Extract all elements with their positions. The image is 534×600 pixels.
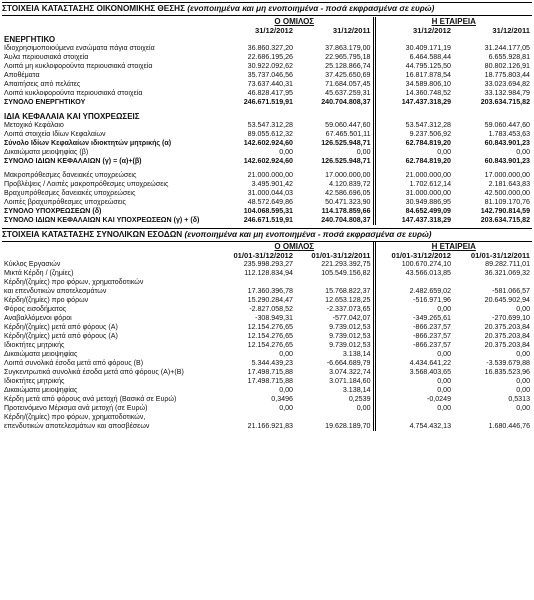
row-label: Αναβαλλόμενοι φόροι bbox=[4, 314, 72, 322]
row-value-4: 20.375.203,84 bbox=[484, 332, 531, 340]
row-value-2: -6.664.689,79 bbox=[326, 359, 371, 367]
period-header: 31/12/2011 bbox=[332, 26, 371, 35]
row-value-1: 5.344.439,23 bbox=[251, 359, 293, 367]
row-value-2: 45.637.259,31 bbox=[325, 89, 371, 97]
row-value-2: 4.120.839,72 bbox=[329, 180, 371, 188]
income-row bbox=[2, 278, 532, 287]
asset-row bbox=[2, 80, 532, 89]
row-label: Δικαιώματα μειοψηφίας bbox=[4, 350, 78, 358]
row-label: Λοιπά μη κυκλοφορούντα περιουσιακά στοιχεία bbox=[4, 62, 153, 70]
income-statement-title bbox=[2, 228, 532, 242]
row-value-2: 59.060.447,60 bbox=[325, 121, 371, 129]
row-value-2: 114.178.859,66 bbox=[321, 207, 371, 215]
liability-row bbox=[2, 198, 532, 207]
period-header: 01/01-31/12/2011 bbox=[311, 251, 371, 260]
balance-sheet-table bbox=[2, 17, 532, 225]
group-header-row bbox=[2, 17, 532, 26]
row-label: ΕΝΕΡΓΗΤΙΚΟ bbox=[4, 35, 56, 44]
income-row bbox=[2, 377, 532, 386]
row-value-3: 84.652.499,09 bbox=[374, 207, 453, 216]
equity-row bbox=[2, 121, 532, 130]
date-header-row bbox=[2, 26, 532, 35]
row-value-3: 43.566.013,85 bbox=[374, 269, 453, 278]
row-value-4 bbox=[453, 112, 532, 121]
row-label: Κέρδη/(ζημίες) μετά από φόρους (Α) bbox=[4, 332, 118, 340]
row-value-1: 22.686.195,26 bbox=[247, 53, 293, 61]
row-value-1: 12.154.276,65 bbox=[247, 323, 293, 331]
balance-sheet-title bbox=[2, 2, 532, 16]
row-value-3: 21.000.000,00 bbox=[374, 171, 453, 180]
row-value-2: -577.042,07 bbox=[332, 314, 371, 322]
row-label: Λοιπές βραχυπρόθεσμες υποχρεώσεις bbox=[4, 198, 126, 206]
period-header: 01/01-31/12/2012 bbox=[233, 251, 293, 260]
row-label: ΣΥΝΟΛΟ ΙΔΙΩΝ ΚΕΦΑΛΑΙΩΝ (γ) = (α)+(β) bbox=[4, 157, 142, 165]
row-value-1: 15.290.284,47 bbox=[247, 296, 293, 304]
row-value-4: 36.321.069,32 bbox=[484, 269, 531, 277]
period-header: 01/01-31/12/2012 bbox=[374, 251, 453, 260]
income-row bbox=[2, 260, 532, 269]
row-value-2: 3.138,14 bbox=[342, 386, 371, 394]
equity-row bbox=[2, 148, 532, 157]
row-value-1: -308.949,31 bbox=[255, 314, 293, 322]
row-label: Μικτά Κέρδη / (ζημίες) bbox=[4, 269, 74, 277]
row-label: Βραχυπρόθεσμες δανειακές υποχρεώσεις bbox=[4, 189, 136, 197]
row-value-2: 240.704.808,37 bbox=[321, 98, 371, 106]
row-value-4: 2.181.643,83 bbox=[488, 180, 531, 188]
row-value-2: 3.071.184,60 bbox=[329, 377, 371, 385]
income-row bbox=[2, 314, 532, 323]
row-value-4: 17.000.000,00 bbox=[484, 171, 531, 179]
row-value-3: 16.817.878,54 bbox=[374, 71, 453, 80]
row-value-1: 30.922.092,62 bbox=[247, 62, 293, 70]
row-value-1: 12.154.276,65 bbox=[247, 332, 293, 340]
row-value-4: 0,00 bbox=[516, 386, 531, 394]
row-value-1: 0,00 bbox=[279, 148, 293, 156]
row-value-3: 0,00 bbox=[374, 148, 453, 157]
row-value-3: 31.000.000,00 bbox=[374, 189, 453, 198]
row-label: ΙΔΙΑ ΚΕΦΑΛΑΙΑ ΚΑΙ ΥΠΟΧΡΕΩΣΕΙΣ bbox=[4, 112, 140, 121]
liability-row bbox=[2, 216, 532, 225]
row-value-3: 1.702.612,14 bbox=[374, 180, 453, 189]
liability-row bbox=[2, 171, 532, 180]
row-label: ΣΥΝΟΛΟ ΕΝΕΡΓΗΤΙΚΟΥ bbox=[4, 98, 86, 106]
row-label: Δικαιώματα μειοψηφίας bbox=[4, 386, 78, 394]
row-value-1: 31.000.044,03 bbox=[247, 189, 293, 197]
row-value-3: 147.437.318,29 bbox=[374, 98, 453, 107]
period-header: 31/12/2011 bbox=[492, 26, 531, 35]
row-value-2: 126.525.948,71 bbox=[321, 139, 371, 147]
row-value-4: 80.802.126,91 bbox=[484, 62, 531, 70]
row-value-4: 142.790.814,59 bbox=[480, 207, 531, 215]
row-value-3: 62.784.819,20 bbox=[374, 157, 453, 166]
row-value-2: 221.293.392,75 bbox=[321, 260, 371, 268]
row-label: Αποθέματα bbox=[4, 71, 40, 79]
income-row bbox=[2, 404, 532, 413]
income-row bbox=[2, 296, 532, 305]
row-value-2: 0,00 bbox=[356, 404, 371, 412]
row-value-2: 22.965.795,18 bbox=[325, 53, 371, 61]
row-value-2: 50.471.323,90 bbox=[325, 198, 371, 206]
row-value-2: 0,2539 bbox=[348, 395, 371, 403]
row-value-4: 59.060.447,60 bbox=[484, 121, 531, 129]
row-value-1 bbox=[216, 413, 295, 422]
row-value-3: 44.795.125,50 bbox=[374, 62, 453, 71]
equity-row bbox=[2, 130, 532, 139]
row-value-3: 4.434.641,22 bbox=[374, 359, 453, 368]
row-value-4: 20.375.203,84 bbox=[484, 323, 531, 331]
row-value-3: 9.237.506,92 bbox=[374, 130, 453, 139]
row-value-1: 246.671.519,91 bbox=[243, 216, 293, 224]
row-value-3: 4.754.432,13 bbox=[374, 422, 453, 431]
row-label: Λοιπά συνολικά έσοδα μετά από φόρους (Β) bbox=[4, 359, 144, 367]
group-company-group: Ο ΟΜΙΛΟΣ bbox=[274, 242, 315, 251]
row-value-2: -2.337.073,65 bbox=[326, 305, 371, 313]
liability-row bbox=[2, 180, 532, 189]
row-value-3: -0,0249 bbox=[374, 395, 453, 404]
row-value-4: -581.066,57 bbox=[492, 287, 531, 295]
row-value-2: 17.000.000,00 bbox=[325, 171, 371, 179]
date-header-row bbox=[2, 251, 532, 260]
row-value-3: 0,00 bbox=[374, 305, 453, 314]
row-value-4: 31.244.177,05 bbox=[484, 44, 531, 52]
row-value-1: 0,3496 bbox=[271, 395, 293, 403]
asset-row bbox=[2, 62, 532, 71]
group-company-parent: Η ΕΤΑΙΡΕΙΑ bbox=[374, 17, 532, 26]
period-header: 31/12/2012 bbox=[254, 26, 293, 35]
row-label: Λοιπά κυκλοφορούντα περιουσιακά στοιχεία bbox=[4, 89, 143, 97]
row-value-4: 16.835.523,96 bbox=[484, 368, 531, 376]
asset-row bbox=[2, 71, 532, 80]
row-label: Φόρος εισοδήματος bbox=[4, 305, 67, 313]
income-row bbox=[2, 287, 532, 296]
row-value-1: 0,00 bbox=[279, 386, 293, 394]
row-label: Ιδιοχρησιμοποιούμενα ενσώματα πάγια στοιχεία bbox=[4, 44, 155, 52]
row-label: Συγκεντρωτικά συνολικά έσοδα μετά από φόρους (Α)+(Β) bbox=[4, 368, 184, 376]
period-header: 31/12/2012 bbox=[374, 26, 453, 35]
row-value-3: -516.971,96 bbox=[374, 296, 453, 305]
group-header-row bbox=[2, 242, 532, 251]
row-value-2: 9.739.012,53 bbox=[329, 332, 371, 340]
row-value-1 bbox=[216, 35, 295, 44]
row-value-1: 142.602.924,60 bbox=[243, 157, 293, 165]
row-value-1: 73.637.440,31 bbox=[247, 80, 293, 88]
equity-header-row bbox=[2, 112, 532, 121]
income-row bbox=[2, 323, 532, 332]
row-value-4: 0,5313 bbox=[508, 395, 531, 403]
row-label: και επενδυτικών αποτελεσμάτων bbox=[4, 287, 107, 295]
row-label: Σύνολο Ιδίων Κεφαλαίων ιδιοκτητών μητρικής (α) bbox=[4, 139, 172, 147]
row-value-3: 30.949.886,95 bbox=[374, 198, 453, 207]
row-value-4: 0,00 bbox=[516, 377, 531, 385]
income-row bbox=[2, 359, 532, 368]
row-value-3: 53.547.312,28 bbox=[374, 121, 453, 130]
row-label: Άυλα περιουσιακά στοιχεία bbox=[4, 53, 89, 61]
row-value-3 bbox=[374, 112, 453, 121]
row-value-4: 33.132.984,79 bbox=[484, 89, 531, 97]
row-value-1: 142.602.924,60 bbox=[243, 139, 293, 147]
row-value-2: 67.465.501,11 bbox=[325, 130, 371, 138]
row-label: Κέρδη/(ζημίες) προ φόρων, χρηματοδοτικών, bbox=[4, 413, 146, 421]
row-value-3: 0,00 bbox=[374, 350, 453, 359]
income-row bbox=[2, 341, 532, 350]
row-label: Ιδιοκτήτες μητρικής bbox=[4, 341, 65, 349]
row-value-2: 37.425.650,69 bbox=[325, 71, 371, 79]
row-label: Κέρδη/(ζημίες) μετά από φόρους (Α) bbox=[4, 323, 118, 331]
row-value-4: 6.655.928,81 bbox=[488, 53, 531, 61]
row-value-3: 100.670.274,10 bbox=[374, 260, 453, 269]
row-value-4: 33.023.694,82 bbox=[484, 80, 531, 88]
row-value-2 bbox=[295, 413, 374, 422]
income-row bbox=[2, 332, 532, 341]
row-value-4: 1.783.453,63 bbox=[488, 130, 531, 138]
row-value-4: 203.634.715,82 bbox=[480, 98, 531, 106]
row-value-1: 46.828.417,95 bbox=[247, 89, 293, 97]
row-value-4: 1.680.446,76 bbox=[488, 422, 531, 430]
row-label: Προτεινόμενο Μέρισμα ανά μετοχή (σε Ευρώ) bbox=[4, 404, 148, 412]
row-label: ΣΥΝΟΛΟ ΥΠΟΧΡΕΩΣΕΩΝ (δ) bbox=[4, 207, 102, 215]
row-value-3: 34.589.806,10 bbox=[374, 80, 453, 89]
row-value-2: 37.863.179,00 bbox=[325, 44, 371, 52]
row-value-2: 3.074.322,74 bbox=[329, 368, 371, 376]
row-value-3 bbox=[374, 278, 453, 287]
row-value-4: 81.109.170,76 bbox=[484, 198, 531, 206]
income-row bbox=[2, 368, 532, 377]
row-value-2: 9.739.012,53 bbox=[329, 323, 371, 331]
period-header: 01/01-31/12/2011 bbox=[470, 251, 531, 260]
income-row bbox=[2, 305, 532, 314]
row-label: Ιδιοκτήτες μητρικής bbox=[4, 377, 65, 385]
row-value-1: 246.671.519,91 bbox=[243, 98, 293, 106]
liability-row bbox=[2, 207, 532, 216]
group-company-parent: Η ΕΤΑΙΡΕΙΑ bbox=[374, 242, 532, 251]
row-value-1: 48.572.649,86 bbox=[247, 198, 293, 206]
row-label: Δικαιώματα μειοψηφίας (β) bbox=[4, 148, 89, 156]
income-row bbox=[2, 269, 532, 278]
row-label: Μετοχικό Κεφάλαιο bbox=[4, 121, 64, 129]
row-value-2: 42.586.696,05 bbox=[325, 189, 371, 197]
row-value-4: 203.634.715,82 bbox=[480, 216, 531, 224]
row-label: Κύκλος Εργασιών bbox=[4, 260, 61, 268]
row-value-2: 9.739.012,53 bbox=[329, 341, 371, 349]
row-value-3: 0,00 bbox=[374, 404, 453, 413]
income-row bbox=[2, 386, 532, 395]
row-value-1: 17.360.396,78 bbox=[247, 287, 293, 295]
assets-total-row bbox=[2, 98, 532, 107]
row-value-1: 235.998.293,27 bbox=[243, 260, 293, 268]
row-value-4: 60.843.901,23 bbox=[484, 139, 531, 147]
row-label: Μακροπρόθεσμες δανειακές υποχρεώσεις bbox=[4, 171, 137, 179]
row-value-2: 25.128.866,74 bbox=[325, 62, 371, 70]
row-value-1: 17.498.715,88 bbox=[247, 368, 293, 376]
row-label: ΣΥΝΟΛΟ ΙΔΙΩΝ ΚΕΦΑΛΑΙΩΝ ΚΑΙ ΥΠΟΧΡΕΩΣΕΩΝ (γ) + (δ) bbox=[4, 216, 200, 224]
row-value-3: 2.482.659,02 bbox=[374, 287, 453, 296]
row-label: Κέρδη/(ζημίες) προ φόρων bbox=[4, 296, 89, 304]
row-value-4: 18.775.803,44 bbox=[484, 71, 531, 79]
row-value-4: 20.375.203,84 bbox=[484, 341, 531, 349]
asset-row bbox=[2, 44, 532, 53]
row-value-4: 20.645.902,94 bbox=[484, 296, 531, 304]
income-row bbox=[2, 413, 532, 422]
row-value-3: 147.437.318,29 bbox=[374, 216, 453, 225]
income-statement-heading: ΣΤΟΙΧΕΙΑ ΚΑΤΑΣΤΑΣΗΣ ΣΥΝΟΛΙΚΩΝ ΕΣΟΔΩΝ bbox=[2, 230, 183, 239]
row-value-4: 0,00 bbox=[516, 404, 531, 412]
row-value-4: -270.699,10 bbox=[492, 314, 531, 322]
row-value-1 bbox=[216, 278, 295, 287]
row-value-1: 3.495.901,42 bbox=[251, 180, 293, 188]
liability-row bbox=[2, 189, 532, 198]
row-value-2 bbox=[295, 278, 374, 287]
row-value-2: 240.704.808,37 bbox=[321, 216, 371, 224]
row-value-1: 0,00 bbox=[279, 404, 293, 412]
row-value-3: -866.237,57 bbox=[374, 332, 453, 341]
balance-sheet-heading: ΣΤΟΙΧΕΙΑ ΚΑΤΑΣΤΑΣΗΣ ΟΙΚΟΝΟΜΙΚΗΣ ΘΕΣΗΣ bbox=[2, 4, 185, 13]
income-statement-table bbox=[2, 242, 532, 431]
row-value-4 bbox=[453, 278, 532, 287]
row-value-1: -2.827.058,52 bbox=[249, 305, 293, 313]
equity-row bbox=[2, 157, 532, 166]
row-value-3: 62.784.819,20 bbox=[374, 139, 453, 148]
row-value-4 bbox=[453, 35, 532, 44]
row-value-4 bbox=[453, 413, 532, 422]
equity-row bbox=[2, 139, 532, 148]
row-value-1: 53.547.312,28 bbox=[247, 121, 293, 129]
row-label: Προβλέψεις / Λοιπές μακροπρόθεσμες υποχρεώσεις bbox=[4, 180, 169, 188]
row-value-1: 104.068.595,31 bbox=[243, 207, 293, 215]
row-value-3: 30.409.171,19 bbox=[374, 44, 453, 53]
row-value-2: 126.525.948,71 bbox=[321, 157, 371, 165]
income-row bbox=[2, 395, 532, 404]
row-label: Λοιπά στοιχεία Ιδίων Κεφαλαίων bbox=[4, 130, 106, 138]
row-value-3: 3.568.403,65 bbox=[374, 368, 453, 377]
row-value-1: 36.860.327,20 bbox=[247, 44, 293, 52]
income-row bbox=[2, 422, 532, 431]
row-value-1: 21.000.000,00 bbox=[247, 171, 293, 179]
row-value-2: 71.684.057,45 bbox=[325, 80, 371, 88]
row-label: Απαιτήσεις από πελάτες bbox=[4, 80, 81, 88]
row-value-3: -866.237,57 bbox=[374, 341, 453, 350]
row-value-3 bbox=[374, 413, 453, 422]
row-value-1: 17.498.715,88 bbox=[247, 377, 293, 385]
income-row bbox=[2, 350, 532, 359]
row-value-4: 60.843.901,23 bbox=[484, 157, 531, 165]
row-label: Κέρδη μετά από φόρους ανά μετοχή (Βασικά σε Ευρώ) bbox=[4, 395, 177, 403]
row-value-4: 89.282.711,01 bbox=[485, 260, 531, 268]
row-value-4: -3.539.679,88 bbox=[486, 359, 531, 367]
row-value-2 bbox=[295, 35, 374, 44]
row-value-1 bbox=[216, 112, 295, 121]
row-value-4: 0,00 bbox=[516, 305, 531, 313]
row-value-2: 3.138,14 bbox=[342, 350, 371, 358]
row-value-4: 42.500.000,00 bbox=[484, 189, 531, 197]
row-value-1: 89.055.612,32 bbox=[247, 130, 293, 138]
income-statement-subtitle: (ενοποιημένα και μη ενοποιημένα - ποσά εκφρασμένα σε ευρώ) bbox=[184, 230, 432, 239]
row-value-3: -349.265,61 bbox=[374, 314, 453, 323]
row-value-2: 15.768.822,37 bbox=[325, 287, 371, 295]
row-label: Κέρδη/(ζημίες) προ φόρων, χρηματοδοτικών bbox=[4, 278, 144, 286]
assets-header-row bbox=[2, 35, 532, 44]
row-value-2 bbox=[295, 112, 374, 121]
row-label: επενδυτικών αποτελεσμάτων και αποσβέσεων bbox=[4, 422, 150, 430]
row-value-1: 35.737.046,56 bbox=[247, 71, 293, 79]
group-company-group: Ο ΟΜΙΛΟΣ bbox=[274, 17, 315, 26]
row-value-4: 0,00 bbox=[516, 148, 531, 156]
row-value-1: 0,00 bbox=[279, 350, 293, 358]
asset-row bbox=[2, 53, 532, 62]
row-value-1: 112.128.834,94 bbox=[244, 269, 293, 277]
row-value-3: 0,00 bbox=[374, 386, 453, 395]
row-value-2: 12.653.128,25 bbox=[325, 296, 371, 304]
row-value-3 bbox=[374, 35, 453, 44]
row-value-4: 0,00 bbox=[516, 350, 531, 358]
row-value-3: 14.360.748,52 bbox=[374, 89, 453, 98]
row-value-3: 0,00 bbox=[374, 377, 453, 386]
row-value-3: -866.237,57 bbox=[374, 323, 453, 332]
row-value-1: 21.166.921,83 bbox=[247, 422, 293, 430]
row-value-2: 0,00 bbox=[356, 148, 371, 156]
row-value-3: 6.464.588,44 bbox=[374, 53, 453, 62]
row-value-1: 12.154.276,65 bbox=[247, 341, 293, 349]
row-value-2: 19.628.189,70 bbox=[325, 422, 371, 430]
asset-row bbox=[2, 89, 532, 98]
balance-sheet-subtitle: (ενοποιημένα και μη ενοποιημένα - ποσά εκφρασμένα σε ευρώ) bbox=[187, 4, 435, 13]
row-value-2: 105.549.156,82 bbox=[321, 269, 371, 277]
